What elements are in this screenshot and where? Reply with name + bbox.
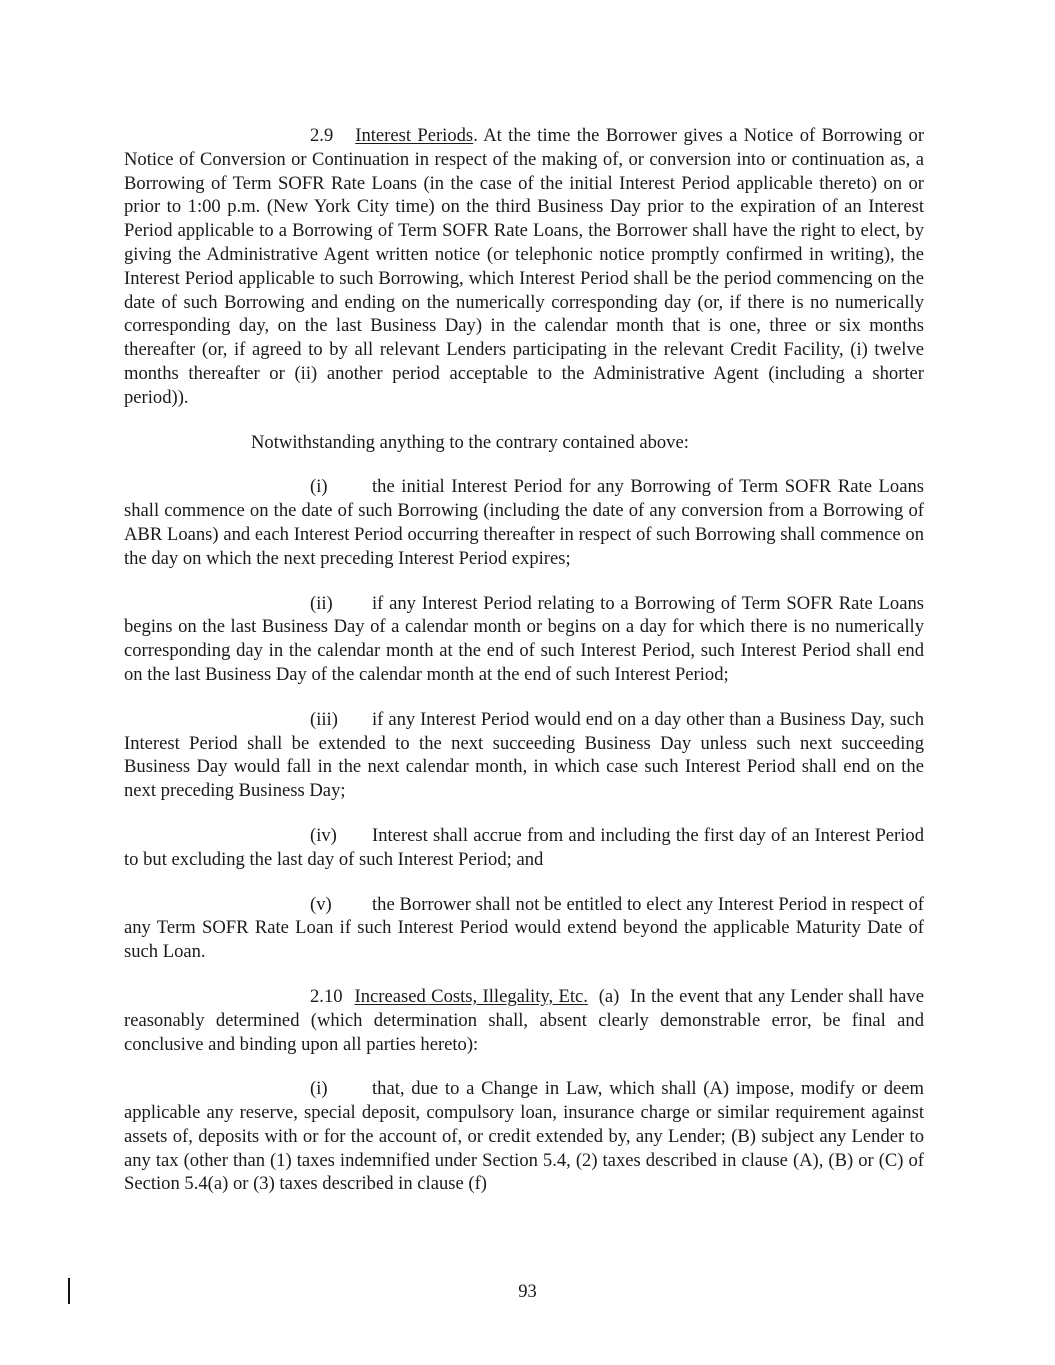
clause-ii-number: (ii) bbox=[310, 592, 333, 614]
clause-v-number: (v) bbox=[310, 893, 332, 915]
section-2-10-clause-i-number: (i) bbox=[310, 1078, 328, 1100]
section-2-9-heading: Interest Periods bbox=[355, 125, 474, 146]
clause-i-number: (i) bbox=[310, 476, 328, 498]
clause-iii-number: (iii) bbox=[310, 708, 338, 730]
section-2-10-heading: Increased Costs, Illegality, Etc. bbox=[354, 985, 588, 1007]
section-2-9-paragraph bbox=[124, 124, 924, 410]
section-2-9-number: 2.9 bbox=[310, 125, 334, 146]
section-2-9-text: . At the time the Borrower gives a Notice of Borrowing or Notice of Conversion or Continuation in respect of the making of, or conversion into or continuation as, a Borrowing of Term SOFR Rate Loans (in the case of the initial Interest Period applicable thereto) on or prior to 1:00 p.m. (New York City time) on the third Business Day prior to the expiration of an Interest Period applicable to a Borrowing of Term SOFR Rate Loans, the Borrower shall have the right to elect, by giving the Administrative Agent written notice (or telephonic notice promptly confirmed in writing), the Interest Period applicable to such Borrowing, which Interest Period shall be the period commencing on the date of such Borrowing and ending on the numerically corresponding day (or, if there is no numerically corresponding day, on the last Business Day) in the calendar month that is one, three or six months thereafter (or, if agreed to by all relevant Lenders participating in the relevant Credit Facility, (i) twelve months thereafter or (ii) another period acceptable to the Administrative Agent (including a shorter period)). bbox=[124, 125, 925, 408]
clause-i: (i) the initial Interest Period for any Borrowing of Term SOFR Rate Loans shall commence on the date of such Borrowing (including the date of any conversion from a Borrowing of ABR Loans) and each Interest Period occurring thereafter in respect of such Borrowing shall commence on the day on which the next preceding Interest Period expires; bbox=[124, 476, 924, 569]
section-2-10-paragraph bbox=[124, 985, 929, 1056]
clause-iii: (iii) if any Interest Period would end on a day other than a Business Day, such Interest Period shall be extended to the next succeeding Business Day unless such next succeeding Business Day would fall in the next calendar month, in which case such Interest Period shall end on the next preceding Business Day; bbox=[124, 708, 924, 802]
notwithstanding-line: Notwithstanding anything to the contrary contained above: bbox=[251, 431, 689, 453]
clause-iv: (iv) Interest shall accrue from and including the first day of an Interest Period to but excluding the last day of such Interest Period; and bbox=[124, 824, 924, 870]
clause-ii: (ii) if any Interest Period relating to a Borrowing of Term SOFR Rate Loans begins on the last Business Day of a calendar month or begins on a day for which there is no numerically corresponding day in the calendar month at the end of such Interest Period, such Interest Period shall end on the last Business Day of the calendar month at the end of such Interest Period; bbox=[124, 592, 924, 685]
page-number: 93 bbox=[518, 1281, 537, 1302]
section-2-10-text: (a) In the event that any Lender shall have reasonably determined (which determination shall, absent clearly demonstrable error, be final and conclusive and binding upon all parties hereto): bbox=[124, 985, 929, 1055]
section-2-10-clause-i: (i) that, due to a Change in Law, which shall (A) impose, modify or deem applicable any reserve, special deposit, compulsory loan, insurance charge or similar requirement against assets of, deposits with or for the account of, or credit extended by, any Lender; (B) subject any Lender to any tax (other than (1) taxes indemnified under Section 5.4, (2) taxes described in clause (A), (B) or (C) of Section 5.4(a) or (3) taxes described in clause (f) bbox=[124, 1078, 924, 1195]
document-body bbox=[124, 124, 929, 1196]
clause-iv-number: (iv) bbox=[310, 824, 337, 846]
section-2-10-number: 2.10 bbox=[310, 985, 343, 1007]
clause-v: (v) the Borrower shall not be entitled to elect any Interest Period in respect of any Term SOFR Rate Loan if such Interest Period would extend beyond the applicable Maturity Date of such Loan. bbox=[124, 893, 924, 963]
